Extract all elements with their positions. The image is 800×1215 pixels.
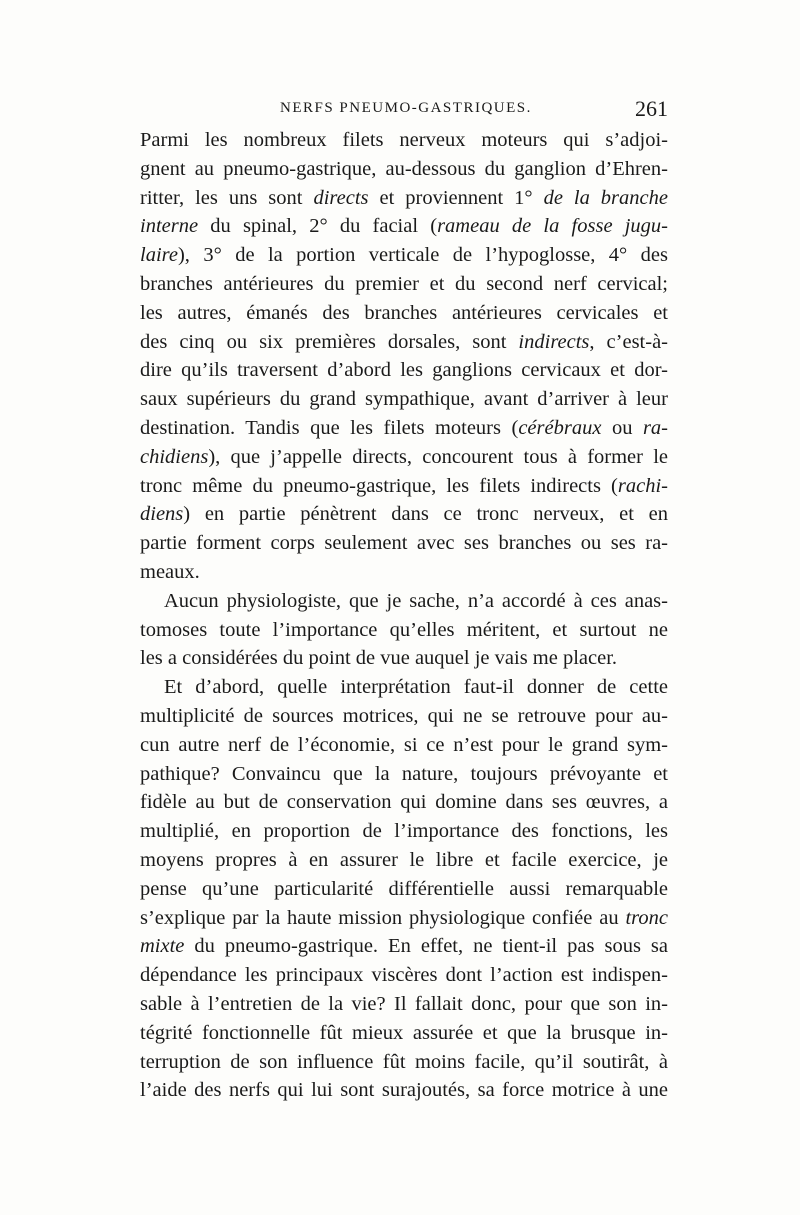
text-segment: tégrité fonctionnelle fût mieux assurée et que la brusque in- bbox=[140, 1021, 668, 1044]
text-line bbox=[140, 299, 668, 328]
text-segment: branches antérieures du premier et du second nerf cervical; bbox=[140, 272, 668, 295]
text-segment: l’aide des nerfs qui lui sont surajoutés, sa force motrice à une bbox=[140, 1079, 668, 1102]
text-line bbox=[140, 1048, 668, 1077]
text-segment: cun autre nerf de l’économie, si ce n’est pour le grand sym- bbox=[140, 733, 668, 756]
text-segment: Aucun physiologiste, que je sache, n’a accordé à ces anas- bbox=[164, 589, 668, 612]
italic-text: rachi- bbox=[617, 474, 668, 497]
body-text bbox=[140, 126, 668, 1105]
text-segment: multiplicité de sources motrices, qui ne se retrouve pour au- bbox=[140, 704, 668, 727]
italic-text: diens bbox=[140, 503, 184, 526]
text-segment: ), 3° de la portion verticale de l’hypoglosse, 4° des bbox=[177, 244, 668, 267]
text-line bbox=[140, 961, 668, 990]
text-segment: Et d’abord, quelle interprétation faut-il donner de cette bbox=[164, 676, 668, 699]
text-line bbox=[140, 529, 668, 558]
italic-text: mixte bbox=[140, 935, 185, 958]
text-segment: des cinq ou six premières dorsales, sont bbox=[140, 330, 519, 353]
text-line bbox=[140, 155, 668, 184]
text-segment: les a considérées du point de vue auquel je vais me placer. bbox=[140, 647, 618, 670]
text-segment: s’explique par la haute mission physiologique confiée au bbox=[140, 906, 626, 929]
text-line bbox=[140, 328, 668, 357]
text-line bbox=[140, 212, 668, 241]
text-line bbox=[140, 385, 668, 414]
text-line bbox=[140, 702, 668, 731]
text-line bbox=[140, 184, 668, 213]
italic-text: chidiens bbox=[140, 445, 209, 468]
text-line bbox=[140, 1019, 668, 1048]
text-segment: , c’est-à- bbox=[589, 330, 668, 353]
text-segment: terruption de son influence fût moins facile, qu’il soutirât, à bbox=[140, 1050, 668, 1073]
text-line bbox=[140, 1076, 668, 1105]
text-segment: meaux. bbox=[140, 560, 200, 583]
page-header bbox=[140, 96, 668, 126]
italic-text: indirects bbox=[518, 330, 590, 353]
paragraph bbox=[140, 126, 668, 587]
text-line bbox=[140, 932, 668, 961]
text-segment: ), que j’appelle directs, concourent tous à former le bbox=[208, 445, 668, 468]
text-line bbox=[140, 241, 668, 270]
text-segment: moyens propres à en assurer le libre et facile exercice, je bbox=[140, 848, 668, 871]
text-line bbox=[140, 990, 668, 1019]
text-segment: partie forment corps seulement avec ses branches ou ses ra- bbox=[140, 532, 668, 555]
italic-text: interne bbox=[140, 215, 199, 238]
paragraph bbox=[140, 587, 668, 673]
text-line bbox=[140, 760, 668, 789]
text-line bbox=[140, 558, 668, 587]
running-title: NERFS PNEUMO-GASTRIQUES. bbox=[280, 100, 532, 116]
italic-text: tronc bbox=[625, 906, 668, 929]
text-line bbox=[140, 846, 668, 875]
text-line bbox=[140, 270, 668, 299]
text-line bbox=[140, 443, 668, 472]
text-line bbox=[140, 126, 668, 155]
text-segment: ou bbox=[601, 416, 643, 439]
text-line bbox=[140, 356, 668, 385]
text-segment: tronc même du pneumo-gastrique, les filets indirects ( bbox=[140, 474, 618, 497]
text-line bbox=[140, 587, 668, 616]
text-segment: gnent au pneumo-gastrique, au-dessous du ganglion d’Ehren- bbox=[140, 157, 668, 180]
text-line bbox=[140, 673, 668, 702]
text-segment: destination. Tandis que les filets moteurs ( bbox=[140, 416, 519, 439]
text-line bbox=[140, 414, 668, 443]
italic-text: cérébraux bbox=[518, 416, 602, 439]
italic-text: rameau de la fosse jugu- bbox=[437, 215, 668, 238]
text-segment: fidèle au but de conservation qui domine dans ses œuvres, a bbox=[140, 791, 668, 814]
text-segment: pense qu’une particularité différentielle aussi remarquable bbox=[140, 877, 668, 900]
text-segment: pathique? Convaincu que la nature, toujours prévoyante et bbox=[140, 762, 668, 785]
italic-text: de la branche bbox=[543, 186, 668, 209]
text-segment: multiplié, en proportion de l’importance des fonctions, les bbox=[140, 820, 668, 843]
text-segment: tomoses toute l’importance qu’elles méritent, et surtout ne bbox=[140, 618, 668, 641]
text-line bbox=[140, 875, 668, 904]
text-segment: du pneumo-gastrique. En effet, ne tient-il pas sous sa bbox=[184, 935, 668, 958]
text-segment: sable à l’entretien de la vie? Il fallait donc, pour que son in- bbox=[140, 992, 668, 1015]
text-line bbox=[140, 731, 668, 760]
text-line bbox=[140, 817, 668, 846]
italic-text: directs bbox=[313, 186, 369, 209]
text-segment: dépendance les principaux viscères dont l’action est indispen- bbox=[140, 964, 668, 987]
text-line bbox=[140, 904, 668, 933]
text-segment: saux supérieurs du grand sympathique, avant d’arriver à leur bbox=[140, 388, 668, 411]
text-line bbox=[140, 472, 668, 501]
text-segment: ritter, les uns sont bbox=[140, 186, 314, 209]
text-line bbox=[140, 788, 668, 817]
italic-text: ra- bbox=[642, 416, 669, 439]
italic-text: laire bbox=[140, 244, 178, 267]
text-segment: du spinal, 2° du facial ( bbox=[198, 215, 438, 238]
text-segment: Parmi les nombreux filets nerveux moteurs qui s’adjoi- bbox=[140, 129, 668, 151]
page-number: 261 bbox=[635, 96, 668, 121]
paragraph bbox=[140, 673, 668, 1105]
text-segment: ) en partie pénètrent dans ce tronc nerveux, et en bbox=[183, 503, 668, 526]
text-line bbox=[140, 644, 668, 673]
text-line bbox=[140, 500, 668, 529]
text-segment: et proviennent 1° bbox=[368, 186, 544, 209]
text-segment: dire qu’ils traversent d’abord les ganglions cervicaux et dor- bbox=[140, 359, 668, 382]
text-segment: les autres, émanés des branches antérieures cervicales et bbox=[140, 301, 668, 324]
text-line bbox=[140, 616, 668, 645]
